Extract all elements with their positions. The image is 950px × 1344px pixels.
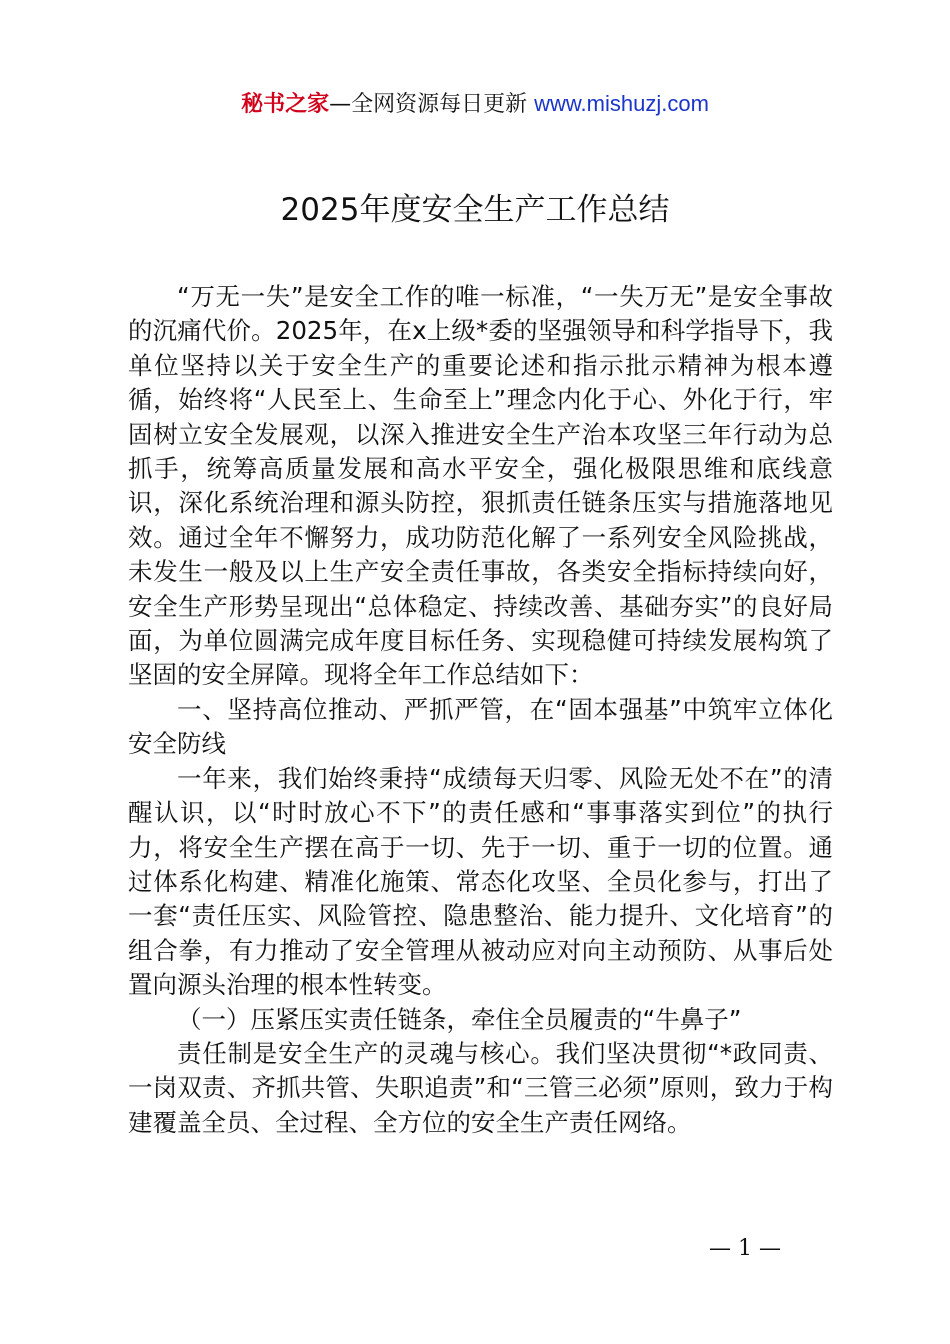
document-body — [128, 280, 833, 1140]
header-tagline: —全网资源每日更新 — [329, 92, 535, 117]
document-title: 2025年度安全生产工作总结 — [280, 192, 670, 228]
website-link[interactable]: www.mishuzj.com — [534, 91, 709, 116]
header-banner — [0, 88, 950, 121]
subsection-paragraph: 责任制是安全生产的灵魂与核心。我们坚决贯彻“*政同责、一岗双责、齐抓共管、失职追责”和“三管三必须”原则，致力于构建覆盖全员、全过程、全方位的安全生产责任网络。 — [128, 1038, 833, 1137]
brand-name: 秘书之家 — [241, 92, 330, 117]
section-heading: 一、坚持高位推动、严抓严管，在“固本强基”中筑牢立体化安全防线 — [128, 694, 833, 759]
intro-paragraph: “万无一失”是安全工作的唯一标准，“一失万无”是安全事故的沉痛代价。2025年，在x上级*委的坚强领导和科学指导下，我单位坚持以关于安全生产的重要论述和指示批示精神为根本遵循，始终将“人民至上、生命至上”理念内化于心、外化于行，牢固树立安全发展观，以深入推进安全生产治本攻坚三年行动为总抓手，统筹高质量发展和高水平安全，强化极限思维和底线意识，深化系统治理和源头防控，狠抓责任链条压实与措施落地见效。通过全年不懈努力，成功防范化解了一系列安全风险挑战，未发生一般及以上生产安全责任事故，各类安全指标持续向好，安全生产形势呈现出“总体稳定、持续改善、基础夯实”的良好局面，为单位圆满完成年度目标任务、实现稳健可持续发展构筑了坚固的安全屏障。现将全年工作总结如下： — [128, 282, 833, 690]
subsection-heading: （一）压紧压实责任链条，牵住全员履责的“牛鼻子” — [177, 1004, 742, 1034]
page-number: — 1 — — [709, 1236, 781, 1261]
section-paragraph: 一年来，我们始终秉持“成绩每天归零、风险无处不在”的清醒认识，以“时时放心不下”的责任感和“事事落实到位”的执行力，将安全生产摆在高于一切、先于一切、重于一切的位置。通过体系化构建、精准化施策、常态化攻坚、全员化参与，打出了一套“责任压实、风险管控、隐患整治、能力提升、文化培育”的组合拳，有力推动了安全管理从被动应对向主动预防、从事后处置向源头治理的根本性转变。 — [128, 763, 833, 1000]
